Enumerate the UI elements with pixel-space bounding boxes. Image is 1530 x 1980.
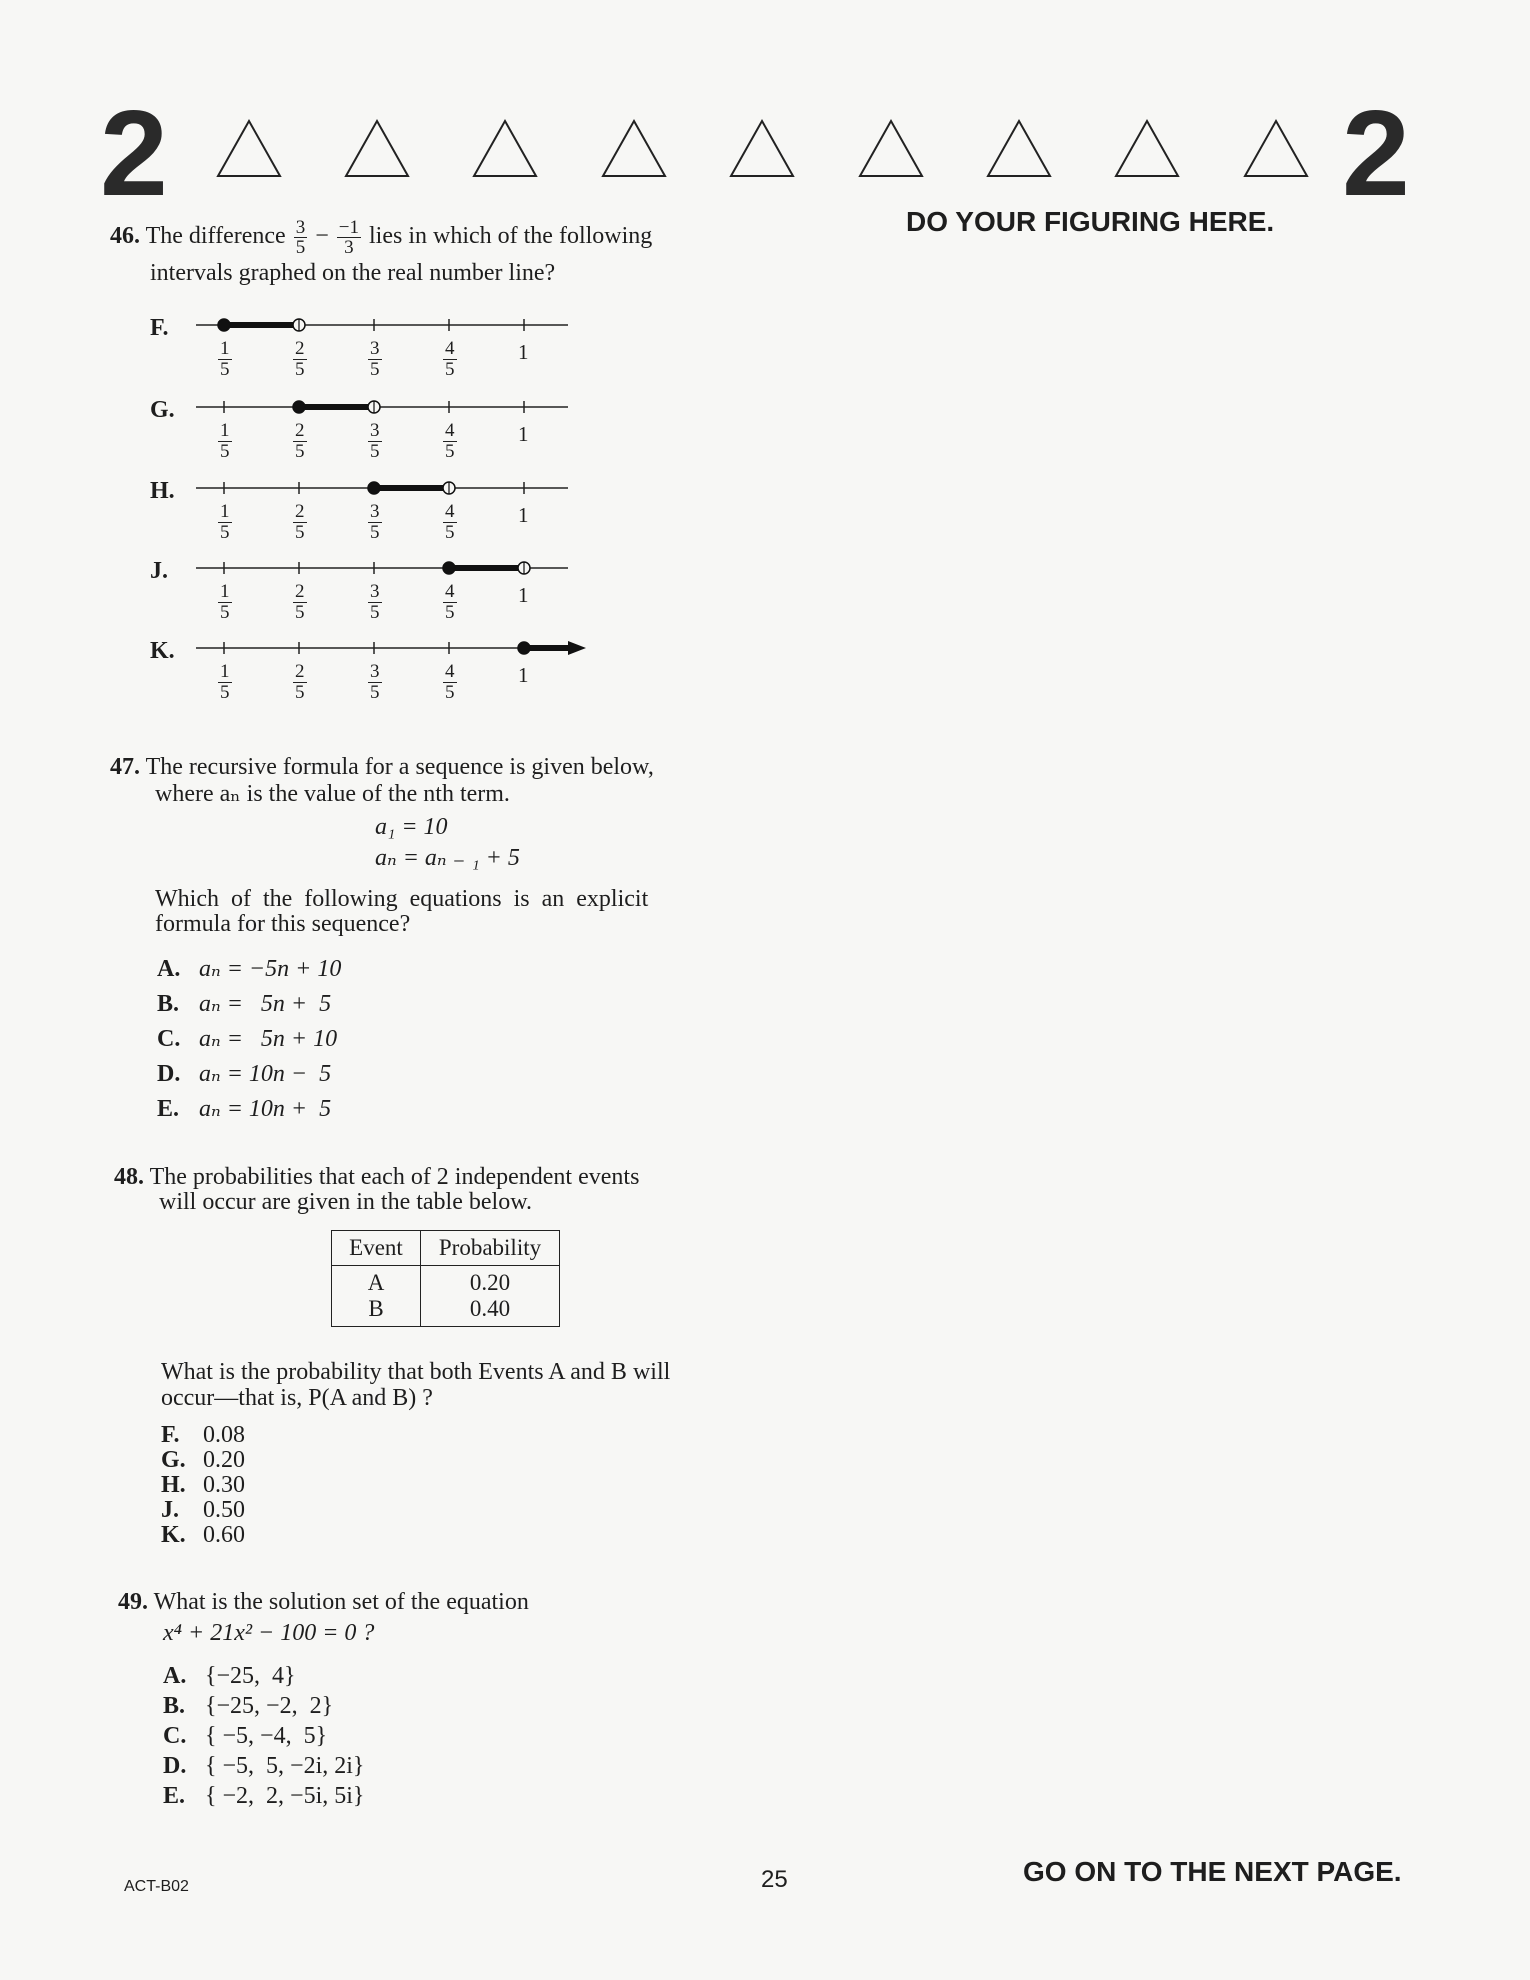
tick-label: 1 bbox=[518, 503, 529, 527]
option-letter: E. bbox=[157, 1096, 180, 1122]
question-48-line3: What is the probability that both Events A and B will bbox=[161, 1359, 671, 1385]
tick-label: $\frac{3}{5}$ bbox=[370, 581, 380, 623]
form-code: ACT-B02 bbox=[124, 1878, 189, 1895]
option-text: {−25, 4} bbox=[205, 1663, 296, 1689]
question-text: The probabilities that each of 2 independent events bbox=[149, 1164, 640, 1190]
closed-endpoint bbox=[218, 319, 230, 331]
answer-option[interactable] bbox=[161, 1497, 245, 1524]
tick-label: $\frac{1}{5}$ bbox=[220, 581, 230, 623]
triangle-icon bbox=[857, 118, 925, 180]
answer-option[interactable] bbox=[161, 1522, 245, 1549]
question-number: 49. bbox=[118, 1589, 148, 1615]
recursive-formula-1: a₁ = 10 bbox=[375, 814, 448, 840]
question-48 bbox=[114, 1164, 774, 1191]
question-number: 46. bbox=[110, 223, 140, 250]
option-text: aₙ = 5n + 5 bbox=[199, 991, 332, 1017]
page-number: 25 bbox=[761, 1866, 788, 1893]
tick-label: $\frac{4}{5}$ bbox=[445, 581, 455, 623]
closed-endpoint bbox=[518, 642, 530, 654]
option-text: aₙ = −5n + 10 bbox=[199, 956, 342, 982]
closed-endpoint bbox=[443, 562, 455, 574]
option-text: {−25, −2, 2} bbox=[205, 1693, 334, 1719]
tick-label: $\frac{3}{5}$ bbox=[370, 661, 380, 703]
tick-label: $\frac{1}{5}$ bbox=[220, 420, 230, 462]
tick-label: $\frac{4}{5}$ bbox=[445, 338, 455, 380]
event-b: B bbox=[368, 1296, 384, 1321]
table-cell-events bbox=[332, 1266, 421, 1327]
option-letter: E. bbox=[163, 1783, 186, 1809]
option-letter: J. bbox=[161, 1497, 179, 1523]
question-number: 48. bbox=[114, 1164, 144, 1190]
question-46 bbox=[110, 218, 750, 257]
option-text: 0.20 bbox=[203, 1447, 245, 1473]
option-text: 0.50 bbox=[203, 1497, 245, 1523]
answer-option[interactable] bbox=[157, 991, 331, 1018]
option-letter: D. bbox=[157, 1061, 181, 1087]
option-text: { −5, 5, −2i, 2i} bbox=[205, 1753, 365, 1779]
number-line-svg bbox=[0, 397, 600, 417]
option-text: { −2, 2, −5i, 5i} bbox=[205, 1783, 365, 1809]
option-letter: G. bbox=[150, 397, 175, 423]
table-header-probability: Probability bbox=[421, 1231, 560, 1266]
option-letter: H. bbox=[161, 1472, 186, 1498]
tick-label: $\frac{3}{5}$ bbox=[370, 420, 380, 462]
option-letter: J. bbox=[150, 558, 168, 584]
number-line-svg bbox=[0, 478, 600, 498]
triangle-icon bbox=[600, 118, 668, 180]
tick-label: $\frac{2}{5}$ bbox=[295, 420, 305, 462]
equation: x⁴ + 21x² − 100 = 0 ? bbox=[163, 1620, 375, 1646]
number-line-svg bbox=[0, 558, 600, 578]
option-letter: K. bbox=[161, 1522, 186, 1548]
option-text: 0.08 bbox=[203, 1422, 245, 1448]
probability-table bbox=[331, 1230, 560, 1327]
answer-option[interactable] bbox=[157, 1096, 331, 1123]
question-number: 47. bbox=[110, 754, 140, 780]
tick-label: $\frac{1}{5}$ bbox=[220, 501, 230, 543]
tick-label: $\frac{3}{5}$ bbox=[370, 501, 380, 543]
triangle-icon bbox=[985, 118, 1053, 180]
option-letter: B. bbox=[157, 991, 180, 1017]
answer-option[interactable] bbox=[157, 956, 341, 983]
table-cell-probabilities bbox=[421, 1266, 560, 1327]
question-47-line3: Which of the following equations is an explicit bbox=[155, 886, 649, 912]
answer-option[interactable] bbox=[163, 1723, 327, 1750]
question-47 bbox=[110, 754, 750, 781]
tick-label: 1 bbox=[518, 340, 529, 364]
probability-a: 0.20 bbox=[469, 1270, 511, 1295]
minus-sign: − bbox=[315, 223, 329, 250]
tick-label: $\frac{1}{5}$ bbox=[220, 661, 230, 703]
option-letter: A. bbox=[157, 956, 181, 982]
option-text: 0.30 bbox=[203, 1472, 245, 1498]
question-text: lies in which of the following bbox=[368, 223, 653, 250]
answer-option[interactable] bbox=[157, 1026, 337, 1053]
option-text: aₙ = 10n − 5 bbox=[199, 1061, 332, 1087]
fraction-3-5: $\frac{3}{5}$ bbox=[295, 217, 306, 258]
option-letter: K. bbox=[150, 638, 175, 664]
tick-label: $\frac{2}{5}$ bbox=[295, 501, 305, 543]
question-text: The difference bbox=[145, 223, 286, 250]
tick-label: $\frac{2}{5}$ bbox=[295, 581, 305, 623]
section-number-left: 2 bbox=[100, 85, 168, 221]
option-letter: G. bbox=[161, 1447, 186, 1473]
option-text: 0.60 bbox=[203, 1522, 245, 1548]
event-a: A bbox=[367, 1270, 385, 1295]
closed-endpoint bbox=[368, 482, 380, 494]
answer-option[interactable] bbox=[161, 1447, 245, 1474]
triangle-icon bbox=[215, 118, 283, 180]
tick-label: 1 bbox=[518, 583, 529, 607]
arrow-head bbox=[568, 641, 586, 655]
question-46-line2: intervals graphed on the real number line? bbox=[150, 260, 556, 286]
answer-option[interactable] bbox=[163, 1753, 364, 1780]
tick-label: $\frac{3}{5}$ bbox=[370, 338, 380, 380]
recursive-formula-2: aₙ = aₙ ₋ ₁ + 5 bbox=[375, 845, 520, 871]
answer-option[interactable] bbox=[163, 1693, 333, 1720]
question-text: What is the solution set of the equation bbox=[153, 1589, 529, 1615]
triangle-icon bbox=[728, 118, 796, 180]
answer-option[interactable] bbox=[157, 1061, 331, 1088]
question-48-line2: will occur are given in the table below. bbox=[159, 1189, 532, 1215]
tick-label: $\frac{4}{5}$ bbox=[445, 501, 455, 543]
option-letter: H. bbox=[150, 478, 175, 504]
option-letter: C. bbox=[163, 1723, 187, 1749]
option-letter: B. bbox=[163, 1693, 186, 1719]
tick-label: $\frac{4}{5}$ bbox=[445, 420, 455, 462]
section-number-right: 2 bbox=[1342, 85, 1410, 221]
number-line-svg bbox=[0, 638, 600, 658]
question-text: The recursive formula for a sequence is given below, bbox=[145, 754, 654, 780]
question-48-line4: occur—that is, P(A and B) ? bbox=[161, 1385, 433, 1411]
option-text: aₙ = 5n + 10 bbox=[199, 1026, 338, 1052]
tick-label: 1 bbox=[518, 663, 529, 687]
fraction-neg1-3: $\frac{-1}{3}$ bbox=[338, 217, 359, 258]
answer-option[interactable] bbox=[161, 1472, 245, 1499]
option-letter: D. bbox=[163, 1753, 187, 1779]
option-letter: F. bbox=[161, 1422, 180, 1448]
figuring-label: DO YOUR FIGURING HERE. bbox=[906, 206, 1275, 237]
table-header-event: Event bbox=[332, 1231, 421, 1266]
option-letter: A. bbox=[163, 1663, 187, 1689]
tick-label: $\frac{4}{5}$ bbox=[445, 661, 455, 703]
question-49 bbox=[118, 1589, 738, 1616]
triangle-icon bbox=[1113, 118, 1181, 180]
triangle-icon bbox=[1242, 118, 1310, 180]
answer-option[interactable] bbox=[163, 1783, 364, 1810]
tick-label: 1 bbox=[518, 422, 529, 446]
triangle-icon bbox=[471, 118, 539, 180]
question-47-line4: formula for this sequence? bbox=[155, 911, 411, 937]
option-letter: C. bbox=[157, 1026, 181, 1052]
probability-b: 0.40 bbox=[469, 1296, 511, 1321]
number-line-svg bbox=[0, 315, 600, 335]
tick-label: $\frac{1}{5}$ bbox=[220, 338, 230, 380]
closed-endpoint bbox=[293, 401, 305, 413]
next-page-label: GO ON TO THE NEXT PAGE. bbox=[1023, 1856, 1402, 1887]
question-47-line2: where aₙ is the value of the nth term. bbox=[155, 781, 510, 807]
option-text: aₙ = 10n + 5 bbox=[199, 1096, 332, 1122]
answer-option[interactable] bbox=[161, 1422, 245, 1449]
option-text: { −5, −4, 5} bbox=[205, 1723, 328, 1749]
option-letter: F. bbox=[150, 315, 169, 341]
tick-label: $\frac{2}{5}$ bbox=[295, 661, 305, 703]
triangle-icon bbox=[343, 118, 411, 180]
tick-label: $\frac{2}{5}$ bbox=[295, 338, 305, 380]
answer-option[interactable] bbox=[163, 1663, 296, 1690]
